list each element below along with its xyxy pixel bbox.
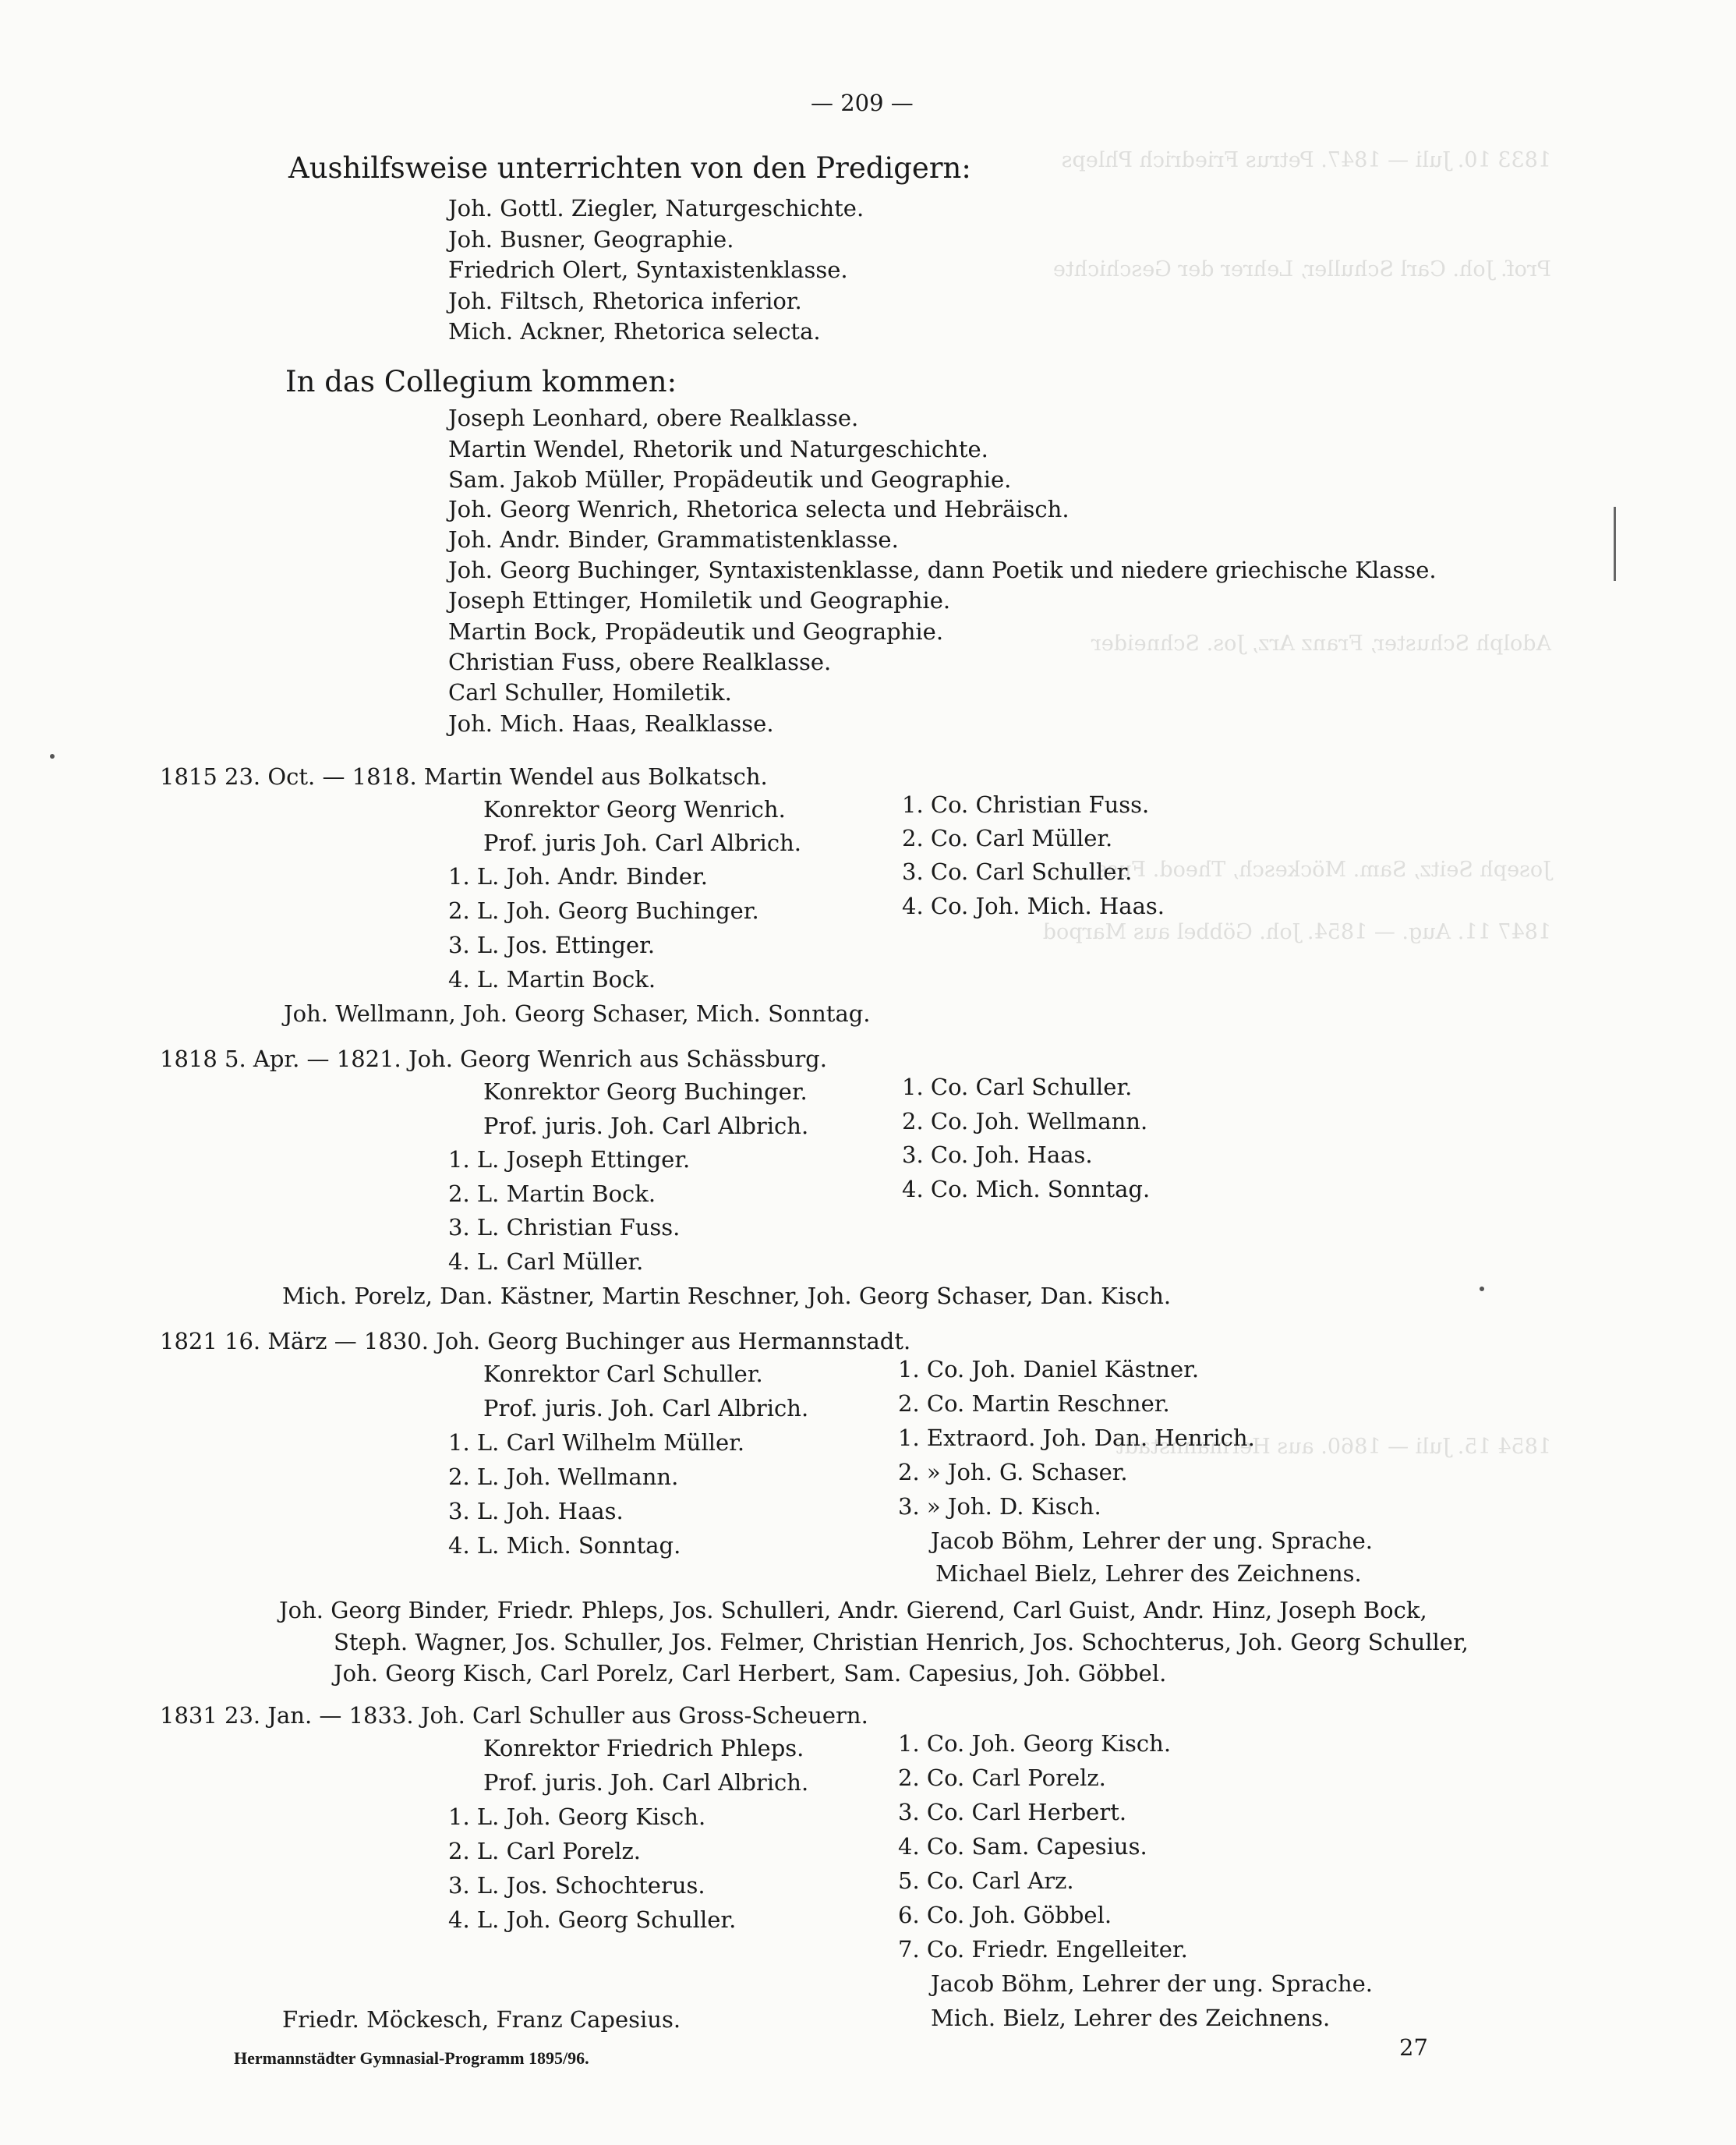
- staff-left: 4. L. Martin Bock.: [448, 966, 656, 993]
- staff-left: 3. L. Christian Fuss.: [448, 1214, 681, 1241]
- staff-left: 1. L. Carl Wilhelm Müller.: [448, 1429, 745, 1456]
- collegium-line: Carl Schuller, Homiletik.: [448, 679, 732, 706]
- staff-left: 3. L. Joh. Haas.: [448, 1498, 624, 1524]
- staff-right: 2. Co. Martin Reschner.: [898, 1390, 1170, 1417]
- staff-right: 3. » Joh. D. Kisch.: [898, 1493, 1101, 1520]
- staff-right: 2. Co. Joh. Wellmann.: [902, 1108, 1148, 1134]
- staff-left: Prof. juris. Joh. Carl Albrich.: [483, 1113, 809, 1139]
- program-footer: Hermannstädter Gymnasial-Programm 1895/96.: [234, 2048, 589, 2068]
- staff-left: 4. L. Carl Müller.: [448, 1248, 644, 1275]
- staff-left: 2. L. Carl Porelz.: [448, 1838, 642, 1864]
- collegium-line: Joh. Georg Buchinger, Syntaxistenklasse, dann Poetik und niedere griechische Klasse.: [448, 557, 1437, 583]
- period-footer: Friedr. Möckesch, Franz Capesius.: [282, 2006, 681, 2033]
- staff-left: Konrektor Georg Wenrich.: [483, 796, 786, 823]
- collegium-heading: In das Collegium kommen:: [285, 365, 677, 398]
- staff-left: 4. L. Joh. Georg Schuller.: [448, 1906, 737, 1933]
- staff-right: 4. Co. Mich. Sonntag.: [902, 1176, 1151, 1202]
- staff-right: 1. Co. Carl Schuller.: [902, 1074, 1133, 1100]
- staff-right: 2. Co. Carl Müller.: [902, 825, 1113, 851]
- staff-right: 4. Co. Joh. Mich. Haas.: [902, 893, 1165, 919]
- period-header: 1821 16. März — 1830. Joh. Georg Buchinger aus Hermannstadt.: [160, 1328, 911, 1354]
- staff-left: 4. L. Mich. Sonntag.: [448, 1532, 681, 1559]
- staff-left: Konrektor Georg Buchinger.: [483, 1078, 808, 1105]
- collegium-line: Joseph Ettinger, Homiletik und Geographie.: [448, 587, 951, 614]
- collegium-line: Joh. Andr. Binder, Grammatistenklasse.: [448, 526, 899, 553]
- staff-right: 1. Co. Christian Fuss.: [902, 791, 1150, 818]
- staff-right: 2. Co. Carl Porelz.: [898, 1764, 1106, 1791]
- staff-right: 1. Co. Joh. Daniel Kästner.: [898, 1356, 1200, 1382]
- period-header: 1815 23. Oct. — 1818. Martin Wendel aus Bolkatsch.: [160, 763, 768, 790]
- signature-number: 27: [1399, 2034, 1428, 2061]
- staff-right: 5. Co. Carl Arz.: [898, 1867, 1074, 1894]
- period-footer: Mich. Porelz, Dan. Kästner, Martin Reschner, Joh. Georg Schaser, Dan. Kisch.: [282, 1283, 1172, 1309]
- aushilfs-line: Joh. Filtsch, Rhetorica inferior.: [448, 288, 802, 314]
- staff-right: 6. Co. Joh. Göbbel.: [898, 1902, 1112, 1928]
- staff-right: 1. Extraord. Joh. Dan. Henrich.: [898, 1425, 1255, 1451]
- collegium-line: Joseph Leonhard, obere Realklasse.: [448, 405, 859, 431]
- period-header: 1831 23. Jan. — 1833. Joh. Carl Schuller aus Gross-Scheuern.: [160, 1702, 868, 1729]
- staff-left: Konrektor Carl Schuller.: [483, 1361, 763, 1387]
- staff-left: Prof. juris Joh. Carl Albrich.: [483, 830, 801, 856]
- staff-right: 7. Co. Friedr. Engelleiter.: [898, 1936, 1188, 1963]
- staff-left: 2. L. Martin Bock.: [448, 1180, 656, 1207]
- page-number: — 209 —: [811, 90, 914, 116]
- period-footer: Joh. Georg Binder, Friedr. Phleps, Jos. Schulleri, Andr. Gierend, Carl Guist, Andr. Hinz, Joseph Bock,: [279, 1597, 1427, 1623]
- staff-left: 3. L. Jos. Schochterus.: [448, 1872, 705, 1899]
- dot-mark: [1480, 1287, 1484, 1291]
- staff-left: Konrektor Friedrich Phleps.: [483, 1735, 804, 1761]
- aushilfs-line: Joh. Busner, Geographie.: [448, 226, 734, 253]
- aushilfs-line: Joh. Gottl. Ziegler, Naturgeschichte.: [448, 195, 864, 221]
- period-footer: Joh. Georg Kisch, Carl Porelz, Carl Herbert, Sam. Capesius, Joh. Göbbel.: [334, 1660, 1167, 1687]
- collegium-line: Joh. Mich. Haas, Realklasse.: [448, 710, 774, 737]
- collegium-line: Christian Fuss, obere Realklasse.: [448, 649, 832, 675]
- collegium-line: Martin Wendel, Rhetorik und Naturgeschichte.: [448, 436, 988, 462]
- staff-right: Mich. Bielz, Lehrer des Zeichnens.: [931, 2005, 1331, 2031]
- aushilfs-line: Friedrich Olert, Syntaxistenklasse.: [448, 257, 848, 283]
- aushilfs-line: Mich. Ackner, Rhetorica selecta.: [448, 318, 821, 345]
- dot-mark: [50, 754, 55, 759]
- period-footer: Steph. Wagner, Jos. Schuller, Jos. Felmer, Christian Henrich, Jos. Schochterus, Joh. Georg Schuller,: [334, 1629, 1469, 1655]
- staff-left: 1. L. Joh. Georg Kisch.: [448, 1803, 706, 1830]
- staff-right: 3. Co. Carl Schuller.: [902, 858, 1133, 885]
- staff-right: 4. Co. Sam. Capesius.: [898, 1833, 1147, 1860]
- period-header: 1818 5. Apr. — 1821. Joh. Georg Wenrich aus Schässburg.: [160, 1046, 827, 1072]
- staff-left: Prof. juris. Joh. Carl Albrich.: [483, 1395, 809, 1421]
- staff-left: 2. L. Joh. Wellmann.: [448, 1464, 679, 1490]
- aushilfs-heading: Aushilfsweise unterrichten von den Predigern:: [288, 151, 971, 185]
- staff-left: 2. L. Joh. Georg Buchinger.: [448, 897, 759, 924]
- staff-right: 2. » Joh. G. Schaser.: [898, 1459, 1128, 1485]
- period-footer: Joh. Wellmann, Joh. Georg Schaser, Mich. Sonntag.: [284, 1000, 871, 1027]
- staff-left: Prof. juris. Joh. Carl Albrich.: [483, 1769, 809, 1796]
- collegium-line: Joh. Georg Wenrich, Rhetorica selecta und Hebräisch.: [448, 496, 1070, 522]
- margin-mark: [1614, 507, 1616, 581]
- staff-right: Jacob Böhm, Lehrer der ung. Sprache.: [931, 1970, 1374, 1997]
- staff-right: 1. Co. Joh. Georg Kisch.: [898, 1730, 1172, 1757]
- staff-right: Jacob Böhm, Lehrer der ung. Sprache.: [931, 1527, 1374, 1554]
- staff-right: Michael Bielz, Lehrer des Zeichnens.: [935, 1560, 1362, 1587]
- staff-left: 1. L. Joh. Andr. Binder.: [448, 863, 708, 890]
- staff-right: 3. Co. Carl Herbert.: [898, 1799, 1127, 1825]
- staff-left: 3. L. Jos. Ettinger.: [448, 932, 656, 958]
- staff-right: 3. Co. Joh. Haas.: [902, 1142, 1093, 1168]
- collegium-line: Martin Bock, Propädeutik und Geographie.: [448, 618, 944, 645]
- collegium-line: Sam. Jakob Müller, Propädeutik und Geographie.: [448, 466, 1012, 493]
- staff-left: 1. L. Joseph Ettinger.: [448, 1146, 691, 1173]
